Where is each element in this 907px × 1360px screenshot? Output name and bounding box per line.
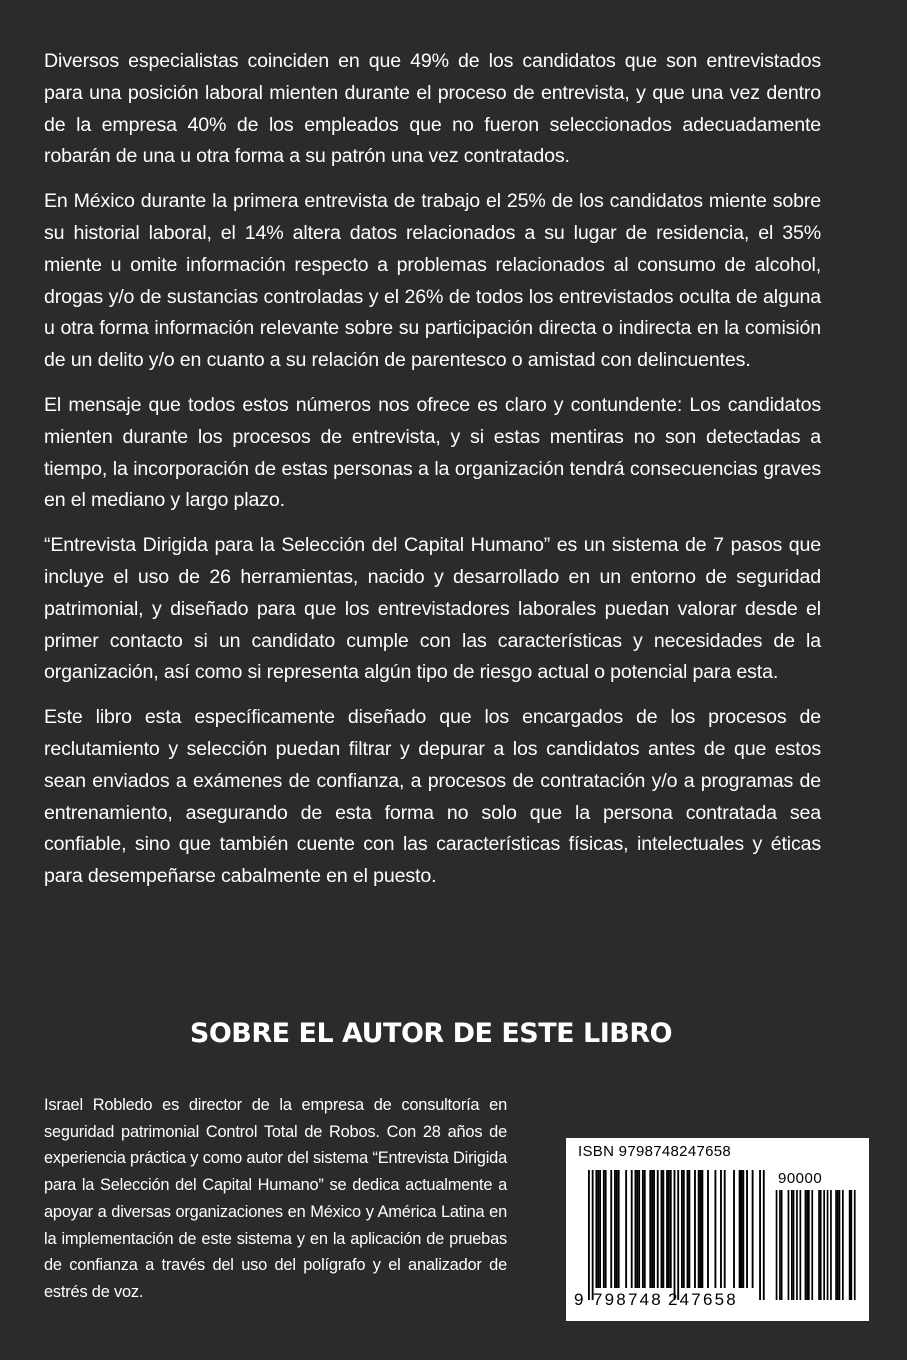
barcode-bar xyxy=(677,1170,679,1300)
barcode-bar xyxy=(724,1170,726,1288)
barcode-bar xyxy=(742,1170,744,1288)
addon-bar xyxy=(796,1190,798,1300)
ean-digits xyxy=(566,1290,869,1314)
barcode-bar xyxy=(638,1170,640,1288)
addon-bar xyxy=(791,1190,793,1300)
barcode-bar xyxy=(649,1170,651,1288)
barcode-bar xyxy=(666,1170,668,1288)
paragraph: El mensaje que todos estos números nos ofrece es claro y contundente: Los candidatos mienten durante los procesos de entrevista, y si estas mentiras no son detectadas a tiempo, la incorporación de estas personas a la organización tendrá consecuencias graves en el mediano y largo plazo. xyxy=(44,393,821,512)
barcode-bar xyxy=(636,1170,638,1288)
barcode-bar xyxy=(661,1170,663,1288)
addon-bar xyxy=(808,1190,810,1300)
addon-bar xyxy=(842,1190,844,1300)
paragraph: Este libro esta específicamente diseñado que los encargados de los procesos de reclutamiento y selección puedan filtrar y depurar a los candidatos antes de que estos sean enviados a exámenes de confianza, a procesos de contratación y/o a programas de entrenamiento, asegurando de esta forma no solo que la persona contratada sea confiable, sino que también cuente con las características físicas, intelectuales y éticas para desempeñarse cabalmente en el puesto. xyxy=(44,706,821,888)
barcode-bar xyxy=(681,1170,683,1288)
addon-bar xyxy=(818,1190,820,1300)
barcode-bar xyxy=(662,1170,664,1288)
barcode-bar xyxy=(651,1170,653,1288)
addon-bar xyxy=(781,1190,783,1300)
addon-bar xyxy=(779,1190,781,1300)
addon-bar xyxy=(800,1190,802,1300)
addon-bar xyxy=(835,1190,837,1300)
barcode-bar xyxy=(653,1170,655,1288)
barcode-bar xyxy=(739,1170,741,1288)
barcode-bar xyxy=(631,1170,633,1288)
barcode-bar xyxy=(759,1170,761,1300)
barcode-bar xyxy=(670,1170,672,1288)
addon-bar xyxy=(811,1190,813,1300)
addon-bar xyxy=(793,1190,795,1300)
barcode-bar xyxy=(687,1170,689,1288)
addon-bar xyxy=(854,1190,856,1300)
barcode-bar xyxy=(698,1170,700,1288)
barcode-bar xyxy=(603,1170,605,1288)
barcode-bar xyxy=(597,1170,599,1288)
barcode-bar xyxy=(614,1170,616,1288)
barcode-bar xyxy=(741,1170,743,1288)
barcode-bar xyxy=(625,1170,627,1288)
barcode-bar xyxy=(618,1170,620,1288)
barcode-bar xyxy=(714,1170,716,1288)
barcode-bar xyxy=(599,1170,601,1288)
barcode-bar xyxy=(694,1170,696,1288)
barcode-bar xyxy=(752,1170,754,1288)
barcode-bar xyxy=(688,1170,690,1288)
addon-bar xyxy=(839,1190,841,1300)
barcode-bar xyxy=(700,1170,702,1288)
ean-right-digits: 247658 xyxy=(668,1290,738,1309)
barcode-bar xyxy=(588,1170,590,1300)
barcode-bar xyxy=(763,1170,765,1300)
addon-bar xyxy=(805,1190,807,1300)
back-cover-text xyxy=(44,46,821,906)
addon-bar xyxy=(830,1190,832,1300)
addon-bar xyxy=(806,1190,808,1300)
addon-bar xyxy=(837,1190,839,1300)
paragraph: En México durante la primera entrevista de trabajo el 25% de los candidatos miente sobre su historial laboral, el 14% altera datos relacionados a su lugar de residencia, el 35% miente u omite información respecto a problemas relacionados al consumo de alcohol, drogas y/o de sustancias controladas y el 26% de todos los entrevistados oculta de alguna u otra forma información relevante sobre su participación directa o indirecta en la comisión de un delito y/o en cuanto a su relación de parentesco o amistad con delincuentes. xyxy=(44,190,821,372)
addon-bar xyxy=(788,1190,790,1300)
barcode-box xyxy=(566,1138,869,1321)
barcode-bar xyxy=(635,1170,637,1288)
barcode-bar xyxy=(701,1170,703,1288)
author-bio: Israel Robledo es director de la empresa de consultoría en seguridad patrimonial Control Total de Robos. Con 28 años de experiencia práctica y como autor del sistema “Entrevista Dirigida para la Selección del Capital Humano” se dedica actualmente a apoyar a diversas organizaciones en México y América Latina en la implementación de este sistema y en la aplicación de pruebas de confianza a través del uso del polígrafo y el analizador de estrés de voz. xyxy=(44,1096,507,1301)
barcode-bar xyxy=(720,1170,722,1288)
addon-bar xyxy=(827,1190,829,1300)
addon-bar xyxy=(849,1190,851,1300)
barcode-bar xyxy=(592,1170,594,1300)
barcode-bar xyxy=(644,1170,646,1288)
barcode-bar xyxy=(683,1170,685,1288)
barcode-bar xyxy=(657,1170,659,1288)
paragraph: Diversos especialistas coinciden en que 49% de los candidatos que son entrevistados para una posición laboral mienten durante el proceso de entrevista, y que una vez dentro de la empresa 40% de los empleados que no fueron seleccionados adecuadamente robarán de una u otra forma a su patrón una vez contratados. xyxy=(44,50,821,168)
isbn-label: ISBN 9798748247658 xyxy=(578,1143,732,1160)
addon-bar xyxy=(820,1190,822,1300)
addon-bar xyxy=(851,1190,853,1300)
paragraph: “Entrevista Dirigida para la Selección del Capital Humano” es un sistema de 7 pasos que incluye el uso de 26 herramientas, nacido y desarrollado en un entorno de seguridad patrimonial, y diseñado para que los entrevistadores laborales puedan valorar desde el primer contacto si un candidato cumple con las características y necesidades de la organización, así como si representa algún tipo de riesgo actual o potencial para esta. xyxy=(44,534,821,684)
barcode-bar xyxy=(595,1170,597,1288)
author-section-title: SOBRE EL AUTOR DE ESTE LIBRO xyxy=(189,1018,673,1049)
barcode-bar xyxy=(746,1170,748,1288)
barcode-bar xyxy=(674,1170,676,1300)
barcode-bar xyxy=(605,1170,607,1288)
ean-left-digits: 798748 xyxy=(593,1290,663,1309)
addon-bar xyxy=(776,1190,778,1300)
barcode-bar xyxy=(733,1170,735,1288)
barcode-bar xyxy=(610,1170,612,1288)
barcode-bar xyxy=(616,1170,618,1288)
ean-first-digit: 9 xyxy=(574,1290,584,1309)
price-code: 90000 xyxy=(778,1170,823,1187)
barcode-bar xyxy=(668,1170,670,1288)
barcode-bar xyxy=(707,1170,709,1288)
addon-bar xyxy=(823,1190,825,1300)
barcode-bar xyxy=(642,1170,644,1288)
